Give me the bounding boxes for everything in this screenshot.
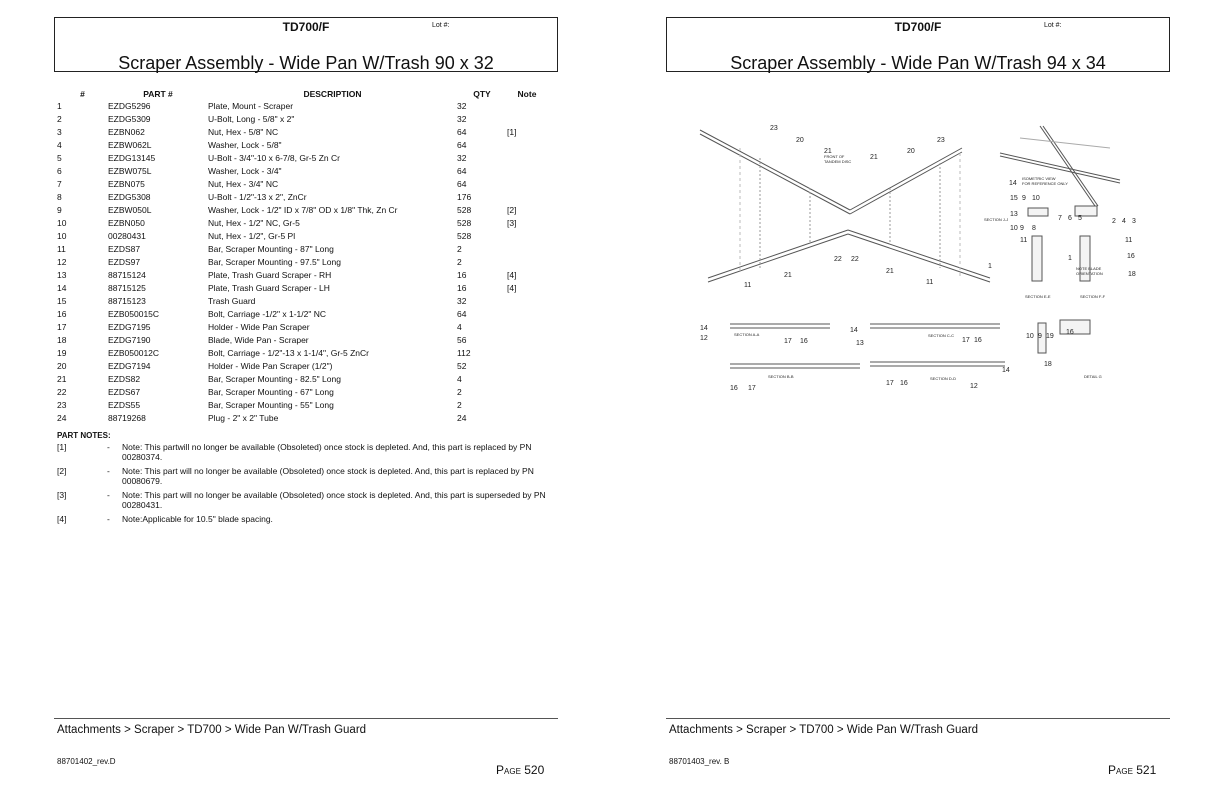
part-note xyxy=(57,467,549,486)
callout: 10 xyxy=(1026,333,1034,340)
part-number: EZBW050L xyxy=(108,205,152,215)
callout: 13 xyxy=(856,340,864,347)
callout: 16 xyxy=(1066,329,1074,336)
part-description: Nut, Hex - 1/2", Gr-5 Pl xyxy=(208,231,296,241)
part-qty: 4 xyxy=(457,322,462,332)
row-number: 6 xyxy=(57,166,62,176)
callout: 10 xyxy=(1010,225,1018,232)
row-number: 10 xyxy=(57,218,67,228)
row-number: 8 xyxy=(57,192,62,202)
part-qty: 32 xyxy=(457,153,467,163)
table-row xyxy=(57,256,547,269)
part-number: EZDS87 xyxy=(108,244,141,254)
part-note xyxy=(507,113,547,126)
part-description: Holder - Wide Pan Scraper (1/2") xyxy=(208,361,333,371)
part-note xyxy=(507,308,547,321)
page-header xyxy=(54,17,558,72)
part-qty: 2 xyxy=(457,387,462,397)
table-row xyxy=(57,347,547,360)
part-note xyxy=(507,295,547,308)
callout: 8 xyxy=(1032,225,1036,232)
row-number: 3 xyxy=(57,127,62,137)
model-label: TD700/F xyxy=(282,20,330,34)
callout: 16 xyxy=(974,337,982,344)
callout: 21 xyxy=(824,148,832,155)
model-label: TD700/F xyxy=(894,20,942,34)
note-dash: - xyxy=(107,490,110,500)
part-note xyxy=(507,165,547,178)
part-number: 88715125 xyxy=(108,283,146,293)
part-qty: 32 xyxy=(457,296,467,306)
part-description: Nut, Hex - 3/4" NC xyxy=(208,179,279,189)
front-note: TANDEM DISC xyxy=(824,159,852,164)
part-note xyxy=(57,515,549,525)
part-description: Bar, Scraper Mounting - 87" Long xyxy=(208,244,334,254)
callout: 21 xyxy=(870,154,878,161)
table-row xyxy=(57,412,547,425)
page-number-block xyxy=(1108,763,1156,777)
row-number: 17 xyxy=(57,322,67,332)
row-number: 20 xyxy=(57,361,67,371)
part-qty: 64 xyxy=(457,309,467,319)
row-number: 5 xyxy=(57,153,62,163)
row-number: 9 xyxy=(57,205,62,215)
row-number: 1 xyxy=(57,101,62,111)
row-number: 24 xyxy=(57,413,67,423)
part-qty: 52 xyxy=(457,361,467,371)
callout: 14 xyxy=(1009,180,1017,187)
row-number: 21 xyxy=(57,374,67,384)
part-note xyxy=(507,243,547,256)
part-qty: 176 xyxy=(457,192,472,202)
table-row xyxy=(57,126,547,139)
table-row xyxy=(57,269,547,282)
page-header xyxy=(666,17,1170,72)
part-qty: 4 xyxy=(457,374,462,384)
part-description: Plate, Trash Guard Scraper - RH xyxy=(208,270,332,280)
note-dash: - xyxy=(107,442,110,452)
table-row xyxy=(57,399,547,412)
callout: 1 xyxy=(988,263,992,270)
table-row xyxy=(57,139,547,152)
callout: 21 xyxy=(784,272,792,279)
callout: 14 xyxy=(1002,367,1010,374)
callout: 11 xyxy=(1125,237,1133,244)
scraper-bars-drawing xyxy=(700,130,990,282)
callout: 13 xyxy=(1010,211,1018,218)
callout: 11 xyxy=(744,282,752,289)
part-description: Nut, Hex - 1/2" NC, Gr-5 xyxy=(208,218,300,228)
part-number: EZB050012C xyxy=(108,348,160,358)
part-note xyxy=(507,230,547,243)
row-number: 19 xyxy=(57,348,67,358)
part-qty: 16 xyxy=(457,270,467,280)
table-row xyxy=(57,217,547,230)
callout: 3 xyxy=(1132,218,1136,225)
callout: 16 xyxy=(900,380,908,387)
part-qty: 64 xyxy=(457,127,467,137)
callout: 1 xyxy=(1068,255,1072,262)
col-header-part: PART # xyxy=(143,88,173,99)
row-number: 10 xyxy=(57,231,67,241)
callout: 20 xyxy=(796,137,804,144)
part-note xyxy=(507,373,547,386)
callout: 4 xyxy=(1122,218,1126,225)
callout: 10 xyxy=(1032,195,1040,202)
document-number: 88701402_rev.D xyxy=(57,757,116,766)
row-number: 16 xyxy=(57,309,67,319)
part-qty: 528 xyxy=(457,218,472,228)
section-details-drawing xyxy=(1028,206,1097,353)
part-description: Washer, Lock - 1/2" ID x 7/8" OD x 1/8" Thk, Zn Cr xyxy=(208,205,398,215)
part-note xyxy=(507,386,547,399)
page-number: 520 xyxy=(524,763,545,777)
section-label: SECTION C-C xyxy=(928,333,954,338)
note-text: Note: This partwill no longer be available (Obsoleted) once stock is depleted. And, this part is replaced by PN 00280374. xyxy=(122,442,532,462)
col-header-description: DESCRIPTION xyxy=(303,88,362,99)
note-text: Note:Applicable for 10.5" blade spacing. xyxy=(122,514,273,524)
table-row xyxy=(57,100,547,113)
page-number-block xyxy=(496,763,544,777)
part-note xyxy=(507,399,547,412)
section-label: SECTION E-E xyxy=(1025,294,1051,299)
part-note xyxy=(507,360,547,373)
note-ref: [2] xyxy=(57,466,67,476)
callout: 22 xyxy=(834,256,842,263)
callout: 2 xyxy=(1112,218,1116,225)
part-number: 88715124 xyxy=(108,270,146,280)
page-title: Scraper Assembly - Wide Pan W/Trash 94 x 34 xyxy=(730,53,1106,73)
table-row xyxy=(57,243,547,256)
part-notes-title: PART NOTES: xyxy=(57,431,111,440)
page-number: 521 xyxy=(1136,763,1157,777)
blade-note: NOTE BLADE xyxy=(1076,266,1102,271)
diagram-notes xyxy=(734,154,1106,381)
table-row xyxy=(57,334,547,347)
callout: 17 xyxy=(962,337,970,344)
part-number: EZDG7194 xyxy=(108,361,151,371)
lot-label: Lot #: xyxy=(432,22,450,29)
table-row xyxy=(57,230,547,243)
part-number: EZBN075 xyxy=(108,179,145,189)
row-number: 15 xyxy=(57,296,67,306)
callout: 23 xyxy=(770,125,778,132)
callout: 17 xyxy=(748,385,756,392)
callout: 16 xyxy=(1127,253,1135,260)
callout: 11 xyxy=(1020,237,1028,244)
part-number: EZDG5296 xyxy=(108,101,151,111)
row-number: 2 xyxy=(57,114,62,124)
part-description: Holder - Wide Pan Scraper xyxy=(208,322,310,332)
part-number: EZDS67 xyxy=(108,387,141,397)
part-qty: 2 xyxy=(457,400,462,410)
section-label: SECTION B-B xyxy=(768,374,794,379)
part-description: Plate, Mount - Scraper xyxy=(208,101,294,111)
part-qty: 16 xyxy=(457,283,467,293)
part-note: [3] xyxy=(507,218,517,228)
section-label: SECTION J-J xyxy=(984,217,1009,222)
part-qty: 32 xyxy=(457,114,467,124)
page-word: Page xyxy=(496,763,521,777)
part-number: EZB050015C xyxy=(108,309,160,319)
note-ref: [3] xyxy=(57,490,67,500)
breadcrumb: Attachments > Scraper > TD700 > Wide Pan W/Trash Guard xyxy=(57,724,367,736)
part-note xyxy=(507,178,547,191)
note-ref: [4] xyxy=(57,514,67,524)
page-title: Scraper Assembly - Wide Pan W/Trash 90 x 32 xyxy=(118,53,494,73)
isometric-view-drawing xyxy=(1000,126,1120,206)
table-row xyxy=(57,191,547,204)
part-qty: 528 xyxy=(457,205,472,215)
part-number: EZDG5309 xyxy=(108,114,151,124)
footer-divider xyxy=(666,718,1170,719)
part-number: EZDS97 xyxy=(108,257,141,267)
part-note xyxy=(507,412,547,425)
section-label: SECTION A-A xyxy=(734,332,760,337)
note-text: Note: This part will no longer be available (Obsoleted) once stock is depleted. And, this part is superseded by PN 00280431. xyxy=(122,490,546,510)
part-note xyxy=(507,100,547,113)
iso-note: ISOMETRIC VIEW xyxy=(1022,176,1056,181)
note-dash: - xyxy=(107,514,110,524)
callout: 17 xyxy=(886,380,894,387)
col-header-note: Note xyxy=(517,88,537,99)
callout: 19 xyxy=(1046,333,1054,340)
part-note: [2] xyxy=(507,205,517,215)
table-row xyxy=(57,308,547,321)
part-qty: 64 xyxy=(457,179,467,189)
part-note: [4] xyxy=(507,283,517,293)
table-row xyxy=(57,373,547,386)
part-description: Nut, Hex - 5/8" NC xyxy=(208,127,279,137)
part-description: Washer, Lock - 5/8" xyxy=(208,140,282,150)
blade-note: ORIENTATION xyxy=(1076,271,1103,276)
callout: 17 xyxy=(784,338,792,345)
note-ref: [1] xyxy=(57,442,67,452)
part-number: EZBW075L xyxy=(108,166,152,176)
part-description: U-Bolt, Long - 5/8" x 2" xyxy=(208,114,295,124)
part-description: Bar, Scraper Mounting - 97.5" Long xyxy=(208,257,341,267)
part-number: EZDS82 xyxy=(108,374,141,384)
note-dash: - xyxy=(107,466,110,476)
callout: 15 xyxy=(1010,195,1018,202)
callout: 6 xyxy=(1068,215,1072,222)
row-number: 23 xyxy=(57,400,67,410)
section-label: SECTION D-D xyxy=(930,376,956,381)
footer-divider xyxy=(54,718,558,719)
callout: 7 xyxy=(1058,215,1062,222)
part-qty: 32 xyxy=(457,101,467,111)
part-number: EZDG7195 xyxy=(108,322,151,332)
part-qty: 24 xyxy=(457,413,467,423)
part-note xyxy=(507,191,547,204)
row-number: 12 xyxy=(57,257,67,267)
front-note: FRONT OF xyxy=(824,154,845,159)
part-qty: 64 xyxy=(457,166,467,176)
part-note xyxy=(507,139,547,152)
callout: 5 xyxy=(1078,215,1082,222)
part-note xyxy=(507,256,547,269)
part-qty: 56 xyxy=(457,335,467,345)
part-description: Bolt, Carriage - 1/2"-13 x 1-1/4", Gr-5 ZnCr xyxy=(208,348,369,358)
part-number: EZDG13145 xyxy=(108,153,156,163)
parts-table-body xyxy=(57,100,547,425)
page-word: Page xyxy=(1108,763,1133,777)
row-number: 7 xyxy=(57,179,62,189)
callout: 9 xyxy=(1038,333,1042,340)
parts-table xyxy=(57,87,547,425)
table-row xyxy=(57,152,547,165)
part-qty: 112 xyxy=(457,348,471,358)
part-number: EZDG7190 xyxy=(108,335,151,345)
part-description: Bar, Scraper Mounting - 82.5" Long xyxy=(208,374,341,384)
part-notes-list xyxy=(57,443,549,530)
callout: 12 xyxy=(970,383,978,390)
breadcrumb: Attachments > Scraper > TD700 > Wide Pan W/Trash Guard xyxy=(669,724,979,736)
section-label: SECTION F-F xyxy=(1080,294,1106,299)
callout: 18 xyxy=(1128,271,1136,278)
part-qty: 64 xyxy=(457,140,467,150)
assembly-diagram xyxy=(700,118,1136,398)
part-qty: 2 xyxy=(457,244,462,254)
col-header-number: # xyxy=(80,88,85,99)
table-row xyxy=(57,360,547,373)
table-row xyxy=(57,282,547,295)
part-number: EZDS55 xyxy=(108,400,141,410)
callout: 18 xyxy=(1044,361,1052,368)
part-number: 88719268 xyxy=(108,413,146,423)
part-description: Blade, Wide Pan - Scraper xyxy=(208,335,309,345)
part-number: 00280431 xyxy=(108,231,146,241)
callout: 23 xyxy=(937,137,945,144)
callout: 20 xyxy=(907,148,915,155)
table-header-row xyxy=(57,87,547,100)
table-row xyxy=(57,178,547,191)
part-number: EZBN062 xyxy=(108,127,145,137)
part-note xyxy=(507,321,547,334)
callout: 9 xyxy=(1022,195,1026,202)
callout: 11 xyxy=(926,279,934,286)
part-description: U-Bolt - 3/4"-10 x 6-7/8, Gr-5 Zn Cr xyxy=(208,153,340,163)
part-qty: 528 xyxy=(457,231,472,241)
part-description: Trash Guard xyxy=(208,296,256,306)
iso-note: FOR REFERENCE ONLY xyxy=(1022,181,1068,186)
part-number: EZDG5308 xyxy=(108,192,151,202)
part-description: Bolt, Carriage -1/2" x 1-1/2" NC xyxy=(208,309,326,319)
document-number: 88701403_rev. B xyxy=(669,757,730,766)
callout: 14 xyxy=(850,327,858,334)
row-number: 11 xyxy=(57,244,66,254)
row-number: 14 xyxy=(57,283,67,293)
table-row xyxy=(57,295,547,308)
callout: 16 xyxy=(730,385,738,392)
part-description: U-Bolt - 1/2"-13 x 2", ZnCr xyxy=(208,192,307,202)
part-description: Washer, Lock - 3/4" xyxy=(208,166,282,176)
part-qty: 2 xyxy=(457,257,462,267)
section-rows-drawing xyxy=(730,324,1005,368)
part-note: [4] xyxy=(507,270,517,280)
part-note xyxy=(57,443,549,462)
row-number: 4 xyxy=(57,140,62,150)
part-description: Bar, Scraper Mounting - 67" Long xyxy=(208,387,334,397)
part-number: EZBN050 xyxy=(108,218,145,228)
row-number: 18 xyxy=(57,335,67,345)
part-number: EZBW062L xyxy=(108,140,152,150)
callout: 12 xyxy=(700,335,708,342)
part-note xyxy=(507,334,547,347)
col-header-qty: QTY xyxy=(473,88,491,99)
row-number: 22 xyxy=(57,387,67,397)
table-row xyxy=(57,204,547,217)
part-description: Plate, Trash Guard Scraper - LH xyxy=(208,283,330,293)
lot-label: Lot #: xyxy=(1044,22,1062,29)
table-row xyxy=(57,386,547,399)
row-number: 13 xyxy=(57,270,67,280)
part-description: Plug - 2" x 2" Tube xyxy=(208,413,279,423)
callout: 14 xyxy=(700,325,708,332)
note-text: Note: This part will no longer be available (Obsoleted) once stock is depleted. And, this part is replaced by PN 00080679. xyxy=(122,466,534,486)
part-note xyxy=(507,152,547,165)
section-label: DETAIL G xyxy=(1084,374,1102,379)
part-note: [1] xyxy=(507,127,517,137)
table-row xyxy=(57,321,547,334)
table-row xyxy=(57,113,547,126)
callout: 21 xyxy=(886,268,894,275)
table-row xyxy=(57,165,547,178)
right-page xyxy=(612,0,1224,792)
callout: 9 xyxy=(1020,225,1024,232)
callout: 22 xyxy=(851,256,859,263)
part-note xyxy=(57,491,549,510)
part-number: 88715123 xyxy=(108,296,146,306)
part-description: Bar, Scraper Mounting - 55" Long xyxy=(208,400,334,410)
part-note xyxy=(507,347,547,360)
callout: 16 xyxy=(800,338,808,345)
